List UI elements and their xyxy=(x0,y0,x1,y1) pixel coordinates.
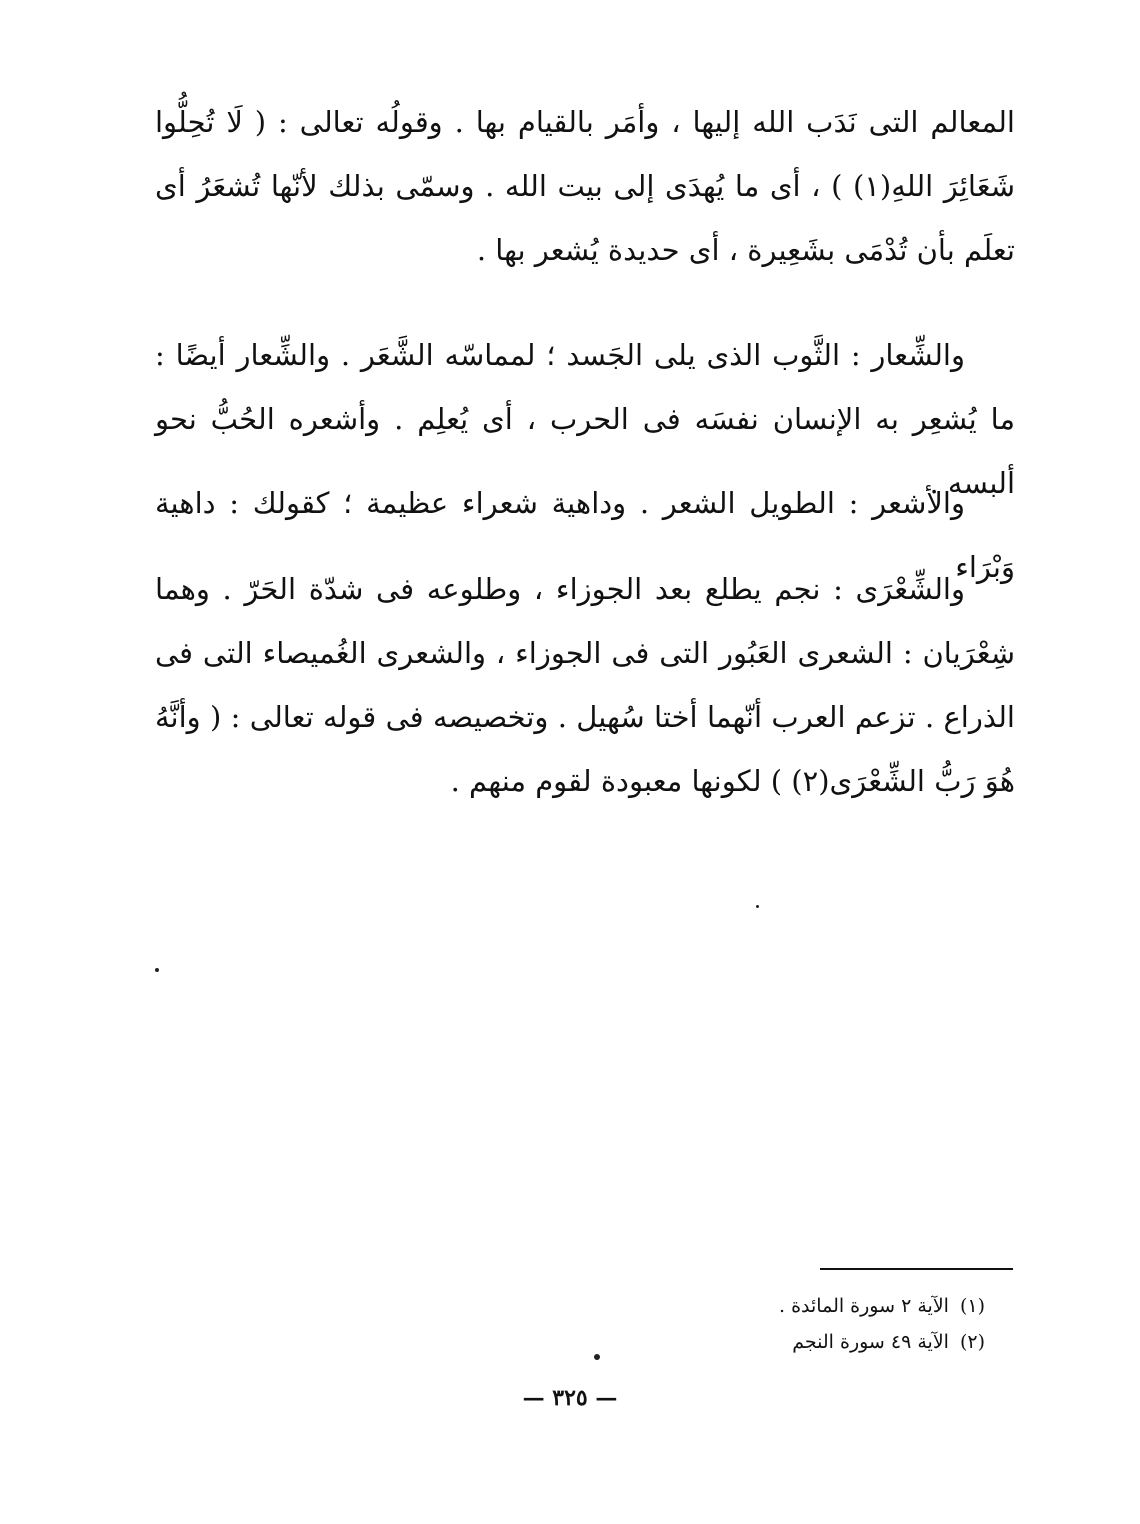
paragraph-1 xyxy=(155,90,1015,282)
scan-speck xyxy=(155,968,159,972)
paragraph-text: والشِّعار : الثَّوب الذى يلى الجَسد ؛ لمماسّه الشَّعَر . والشِّعار أيضًا : ما يُشعِر به الإنسان نفسَه فى الحرب ، أى يُعلِم . وأشعره الحُبُّ نحو ألبسه . xyxy=(155,338,1015,500)
footnote-number: (٢) xyxy=(959,1331,985,1353)
page-number: — ٣٢٥ — xyxy=(522,1385,618,1411)
footnote-text: الآية ٢ سورة المائدة . xyxy=(779,1295,949,1317)
footnote-number: (١) xyxy=(959,1295,985,1317)
paragraph-text: والشِّعْرَى : نجم يطلع بعد الجوزاء ، وطلوعه فى شدّة الحَرّ . وهما شِعْرَيان : الشعرى العَبُور التى فى الجوزاء ، والشعرى الغُميصاء التى فى الذراع . تزعم العرب أنّهما أختا سُهيل . وتخصيصه فى قوله تعالى : ( وأنَّهُ هُوَ رَبُّ الشِّعْرَى(٢) ) لكونها معبودة لقوم منهم . xyxy=(155,572,1015,798)
footnote-1 xyxy=(600,1288,985,1324)
footnote-divider xyxy=(820,1268,1013,1270)
footnote-text: الآية ٤٩ سورة النجم xyxy=(792,1331,949,1353)
paragraph-4 xyxy=(155,557,1015,813)
scan-speck xyxy=(594,1354,600,1360)
footnotes xyxy=(600,1288,985,1360)
scan-speck xyxy=(756,905,759,908)
paragraph-text: والأشعر : الطويل الشعر . وداهية شعراء عظيمة ؛ كقولك : داهية وَبْرَاء xyxy=(155,486,1015,584)
footnote-2 xyxy=(600,1324,985,1360)
paragraph-text: المعالم التى نَدَب الله إليها ، وأمَر بالقيام بها . وقولُه تعالى : ( لَا تُحِلُّوا شَعَائِرَ اللهِ(١) ) ، أى ما يُهدَى إلى بيت الله . وسمّى بذلك لأنّها تُشعَرُ أى تعلَم بأن تُدْمَى بشَعِيرة ، أى حديدة يُشعر بها . xyxy=(155,105,1015,267)
